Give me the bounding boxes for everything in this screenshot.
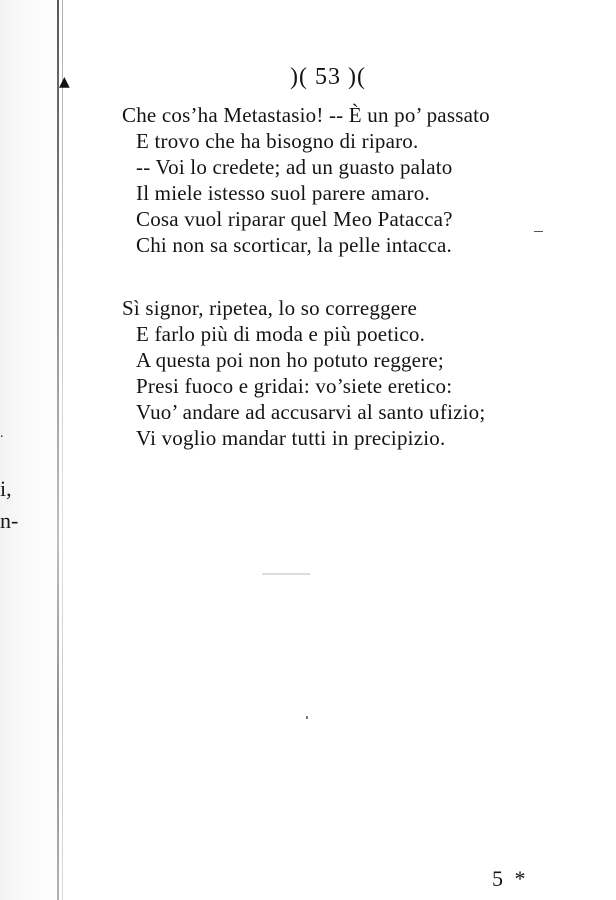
bleed-through-text-2: n-: [0, 508, 19, 533]
verse-line: Che cos’ha Metastasio! -- È un po’ passato: [122, 103, 490, 127]
verse-line: Vi voglio mandar tutti in precipizio.: [136, 426, 446, 450]
bleed-through-dot: .: [0, 426, 4, 441]
binding-fold-line: [57, 0, 59, 900]
bleed-through-text-1: i,: [0, 476, 12, 501]
verse-line: E farlo più di moda e più poetico.: [136, 322, 426, 346]
verse-line: Cosa vuol riparar quel Meo Patacca?: [136, 207, 453, 231]
verse-line: E trovo che ha bisogno di riparo.: [136, 129, 419, 153]
paper-stain: [262, 573, 310, 575]
stanza-2: [122, 295, 485, 451]
verse-line: Il miele istesso suol parere amaro.: [136, 181, 430, 205]
verse-line: Presi fuoco e gridai: vo’siete eretico:: [136, 374, 453, 398]
verse-line: -- Voi lo credete; ad un guasto palato: [136, 155, 453, 179]
gutter-mark: ▲: [59, 74, 70, 90]
page-number: )( 53 )(: [290, 64, 366, 90]
verse-line: Sì signor, ripetea, lo so correggere: [122, 296, 418, 320]
verse-line: A questa poi non ho potuto reggere;: [136, 348, 444, 372]
ink-speck: [306, 716, 308, 719]
verse-line: Chi non sa scorticar, la pelle intacca.: [136, 233, 453, 257]
signature-mark: 5 *: [492, 866, 529, 891]
verse-line: Vuo’ andare ad accusarvi al santo ufizio;: [136, 400, 486, 424]
binding-fold-shadow: [62, 0, 63, 900]
stanza-1: [122, 102, 490, 258]
ink-speck: [534, 231, 543, 232]
